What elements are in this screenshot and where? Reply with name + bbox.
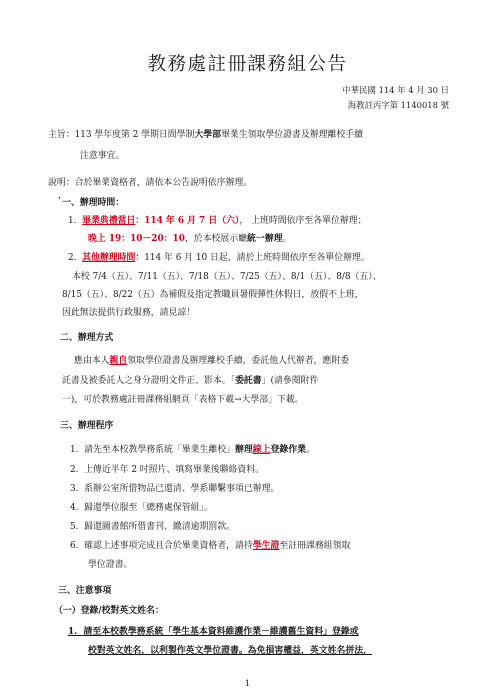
section2-heading: 二、辦理方式: [60, 333, 114, 343]
procedure-item-6-line2: 學位證書。: [88, 560, 133, 570]
graduation-day-rest: ， 上班時間依序至各單位辦理；: [239, 216, 367, 226]
item-number: 6.: [70, 541, 79, 551]
item-number: 1.: [68, 216, 77, 226]
procedure-item-2: [70, 462, 264, 475]
item-number: 3.: [70, 484, 79, 494]
procedure-6-b: 至註冊課務組領取: [279, 541, 351, 551]
issue-date: 中華民國 114 年 4 月 30 日: [342, 85, 449, 95]
procedure-item-1: [70, 442, 315, 455]
subject-line: [48, 127, 363, 140]
document-number: 海教註丙字第 1140018 號: [347, 100, 449, 110]
holiday-note-line2: 8/15（五）、8/22（五）為補假及指定教職員暑假彈性休假日，放假不上班，: [62, 290, 364, 300]
item-number: 2.: [70, 465, 79, 475]
explanation-label: 說明：: [48, 178, 75, 188]
section4-item1-text1: 請至本校教學務系統「學生基本資料維護作業－維護舊生資料」登錄或: [83, 627, 359, 637]
procedure-1-a: 請先至本校教學務系統「畢業生離校」: [84, 445, 235, 455]
subject-label: 主旨：: [48, 130, 75, 140]
procedure-item-3: [70, 481, 279, 494]
holiday-note-line3: 因此無法提供行政服務，請見諒！: [62, 308, 196, 318]
evening-bold: 統一辦理: [247, 234, 283, 244]
section2-line3: 一)，可於教務處註冊課務組網頁「表格下載→大學部」下載。: [62, 395, 304, 405]
subject-bold: 大學部: [194, 130, 222, 140]
section2-line2: [62, 373, 318, 386]
procedure-6-a: 確認上述事項完成且合於畢業資格者，請持: [84, 541, 253, 551]
section2-line1-a: 應由本人: [74, 356, 110, 366]
section4-item1-line1: [68, 624, 359, 637]
holiday-note-line1: 本校 7/4（五）、7/11（五）、7/18（五）、7/25（五）、8/1（五）、8/8（五）、: [72, 272, 382, 282]
section4-subheading: （一）登錄/校對英文姓名：: [54, 606, 164, 616]
student-id-card: 學生證: [252, 541, 280, 551]
item-number: 2.: [68, 253, 77, 263]
subject-text-before: 113 學年度第 2 學期日間學制: [74, 130, 195, 140]
item-number: 4.: [70, 503, 79, 513]
explanation-line: [48, 175, 252, 188]
document-title: 教務處註冊課務組公告: [147, 54, 348, 75]
section3-heading: 三、辦理程序: [60, 421, 114, 431]
procedure-4-text: 歸還學位服至「總務處保管組」。: [84, 503, 213, 513]
other-time-rest: ：114 年 6 月 10 日起，請於上班時間依序至各單位辦理。: [135, 253, 370, 263]
section-bullet-icon: ‧: [58, 194, 61, 204]
item-number: 5.: [70, 522, 79, 532]
power-of-attorney: 委託書: [235, 376, 262, 386]
procedure-1-b: 登錄作業: [270, 445, 306, 455]
section2-line2-a: 託書及被委託人之身分證明文件正、影本。「: [62, 376, 236, 386]
procedure-3-text: 系辦公室所借物品已還清、學系聯繫事項已辦理。: [84, 484, 280, 494]
subject-line2: 注意事宜。: [80, 151, 125, 161]
page-number: 1: [244, 678, 251, 688]
explanation-text: 合於畢業資格者，請依本公告說明依序辦理。: [74, 178, 253, 188]
item-number: 1.: [68, 627, 78, 637]
graduation-day-date: 114 年 6 月 7 日（六）: [144, 216, 240, 226]
section2-line1: [74, 353, 349, 366]
section2-line1-b: 領取學位證書及辦理離校手續，委託他人代辦者，應附委: [127, 356, 350, 366]
procedure-1-bold: 辦理: [235, 445, 253, 455]
procedure-1-c: 。: [306, 445, 315, 455]
section2-line2-b: 」(請參閱附件: [261, 376, 319, 386]
subject-text-after: 畢業生領取學位證書及辦理離校手續: [221, 130, 364, 140]
procedure-1-online: 線上: [252, 445, 271, 455]
section4-heading: 三、注意事項: [58, 586, 112, 596]
section1-heading: 一、辦理時間：: [62, 198, 125, 208]
in-person-emphasis: 親自: [109, 356, 128, 366]
procedure-item-5: [70, 519, 235, 532]
graduation-day-colon: ：: [135, 216, 145, 226]
evening-end: 。: [282, 234, 292, 244]
procedure-2-text: 上傳近半年 2 吋照片、填寫畢業後聯絡資料。: [84, 465, 265, 475]
evening-time: 晚上 19：10－20：10: [88, 234, 185, 244]
other-time-label: 其他辦理時間: [82, 253, 136, 263]
section4-item1-line2: 校對英文姓名，以利製作英文學位證書。為免損害權益，英文姓名拼法，: [88, 646, 372, 656]
section1-item1-line2: [88, 231, 291, 244]
procedure-item-4: [70, 500, 213, 513]
item-number: 1.: [70, 445, 79, 455]
graduation-day-label: 畢業典禮當日: [82, 216, 136, 226]
evening-rest: ，於本校展示廳: [184, 234, 247, 244]
section1-item2: [68, 250, 370, 263]
procedure-item-6: [70, 538, 350, 551]
procedure-5-text: 歸還圖書館所借書刊、繳清逾期罰款。: [84, 522, 235, 532]
section1-item1-line1: [68, 213, 366, 226]
